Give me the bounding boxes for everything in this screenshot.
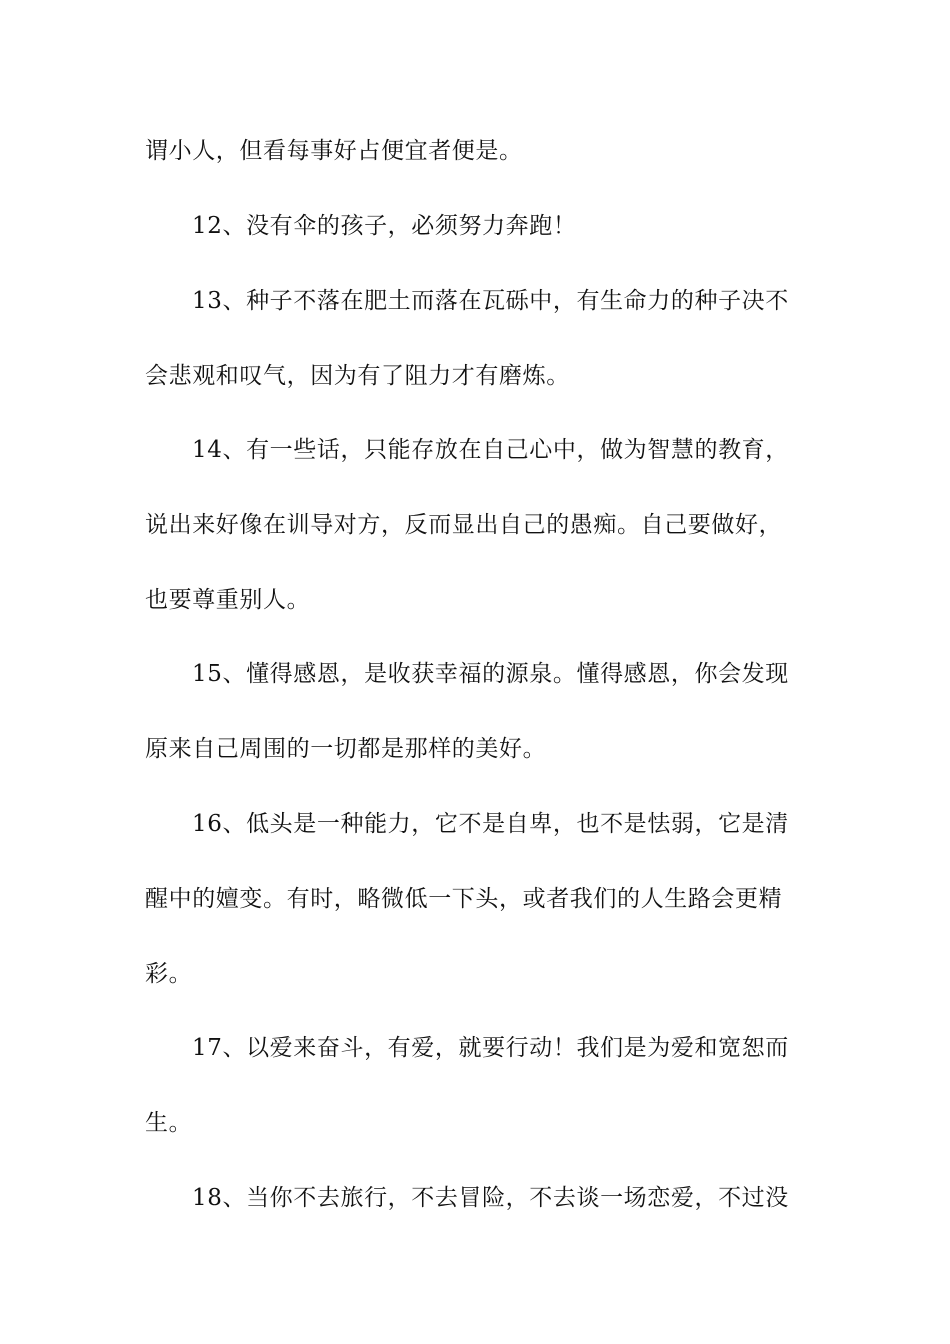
- text-line: 15、懂得感恩，是收获幸福的源泉。懂得感恩，你会发现: [192, 661, 789, 687]
- paragraph-14: [145, 413, 810, 637]
- paragraph-15: [145, 637, 810, 787]
- text-line: 13、种子不落在肥土而落在瓦砾中，有生命力的种子决不: [192, 288, 789, 314]
- text-line: 原来自己周围的一切都是那样的美好。: [145, 735, 547, 762]
- paragraph-13: [145, 264, 810, 414]
- paragraph-16: [145, 787, 810, 1011]
- paragraph-12: [145, 189, 810, 264]
- text-line: 18、当你不去旅行，不去冒险，不去谈一场恋爱，不过没: [192, 1185, 789, 1211]
- text-line: 说出来好像在训导对方，反而显出自己的愚痴。自己要做好，: [145, 511, 783, 538]
- text-line: 彩。: [145, 960, 193, 987]
- text-line: 会悲观和叹气，因为有了阻力才有磨炼。: [145, 362, 570, 389]
- text-line: 生。: [145, 1109, 193, 1136]
- paragraph-continuation: [145, 114, 810, 189]
- text-line: 谓小人，但看每事好占便宜者便是。: [145, 138, 523, 164]
- paragraph-18: [145, 1161, 810, 1236]
- paragraph-17: [145, 1011, 810, 1161]
- text-line: 14、有一些话，只能存放在自己心中，做为智慧的教育，: [192, 437, 789, 463]
- text-line: 16、低头是一种能力，它不是自卑，也不是怯弱，它是清: [192, 811, 789, 837]
- text-line: 12、没有伞的孩子，必须努力奔跑！: [192, 213, 577, 239]
- text-line: 也要尊重别人。: [145, 586, 311, 613]
- text-line: 醒中的嬗变。有时，略微低一下头，或者我们的人生路会更精: [145, 885, 783, 912]
- text-line: 17、以爱来奋斗，有爱，就要行动！我们是为爱和宽恕而: [192, 1035, 789, 1061]
